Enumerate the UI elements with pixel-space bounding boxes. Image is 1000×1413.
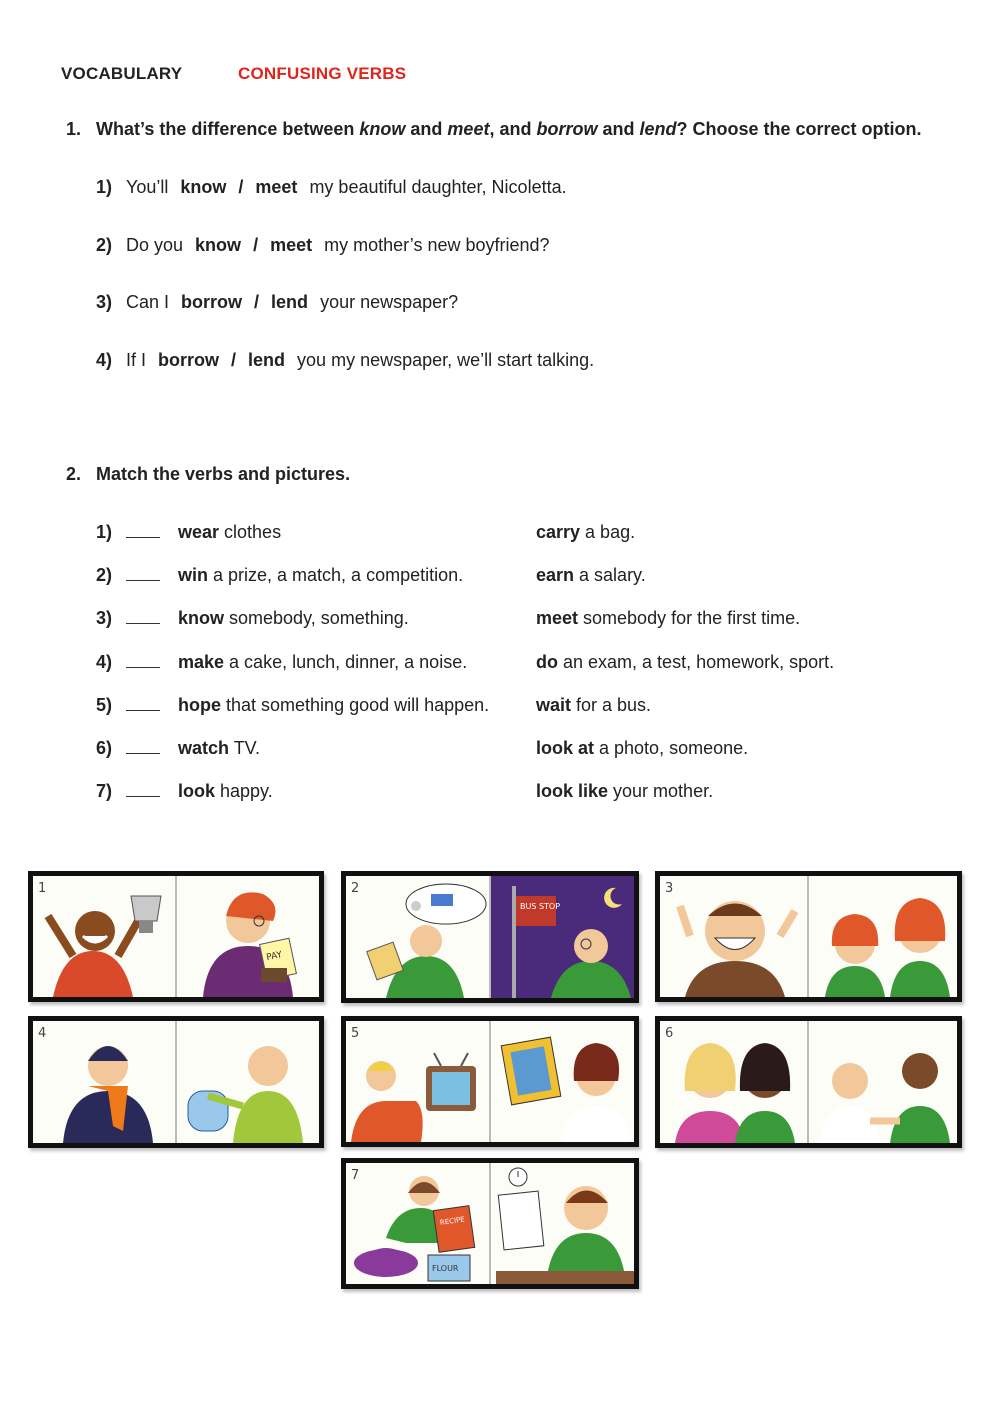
question-number: 1.	[66, 119, 82, 139]
q1-item	[96, 292, 458, 313]
bus-stop-sign: BUS STOP	[520, 902, 561, 911]
worksheet-label: VOCABULARY	[61, 64, 183, 83]
match-row	[96, 652, 467, 676]
left-verb: win	[178, 565, 208, 585]
item-prefix: You’ll	[126, 177, 169, 197]
picture-number: 7	[351, 1168, 360, 1183]
right-verb: carry	[536, 522, 581, 542]
match-row	[96, 522, 281, 546]
left-verb: hope	[178, 695, 221, 715]
picture-panel-5	[341, 1016, 639, 1147]
right-phrase: your mother.	[608, 781, 714, 801]
match-row-right	[536, 781, 713, 802]
worksheet-title: CONFUSING VERBS	[238, 64, 407, 83]
left-phrase: that something good will happen.	[221, 695, 490, 715]
picture-number: 5	[351, 1026, 360, 1041]
row-number: 6)	[96, 738, 113, 758]
pay-sign: PAY	[265, 950, 284, 964]
left-phrase: somebody, something.	[224, 608, 409, 628]
answer-blank[interactable]	[126, 527, 160, 538]
option-b[interactable]: meet	[255, 177, 298, 197]
item-suffix: my beautiful daughter, Nicoletta.	[309, 177, 567, 197]
left-verb: look	[178, 781, 216, 801]
option-separator: /	[231, 350, 237, 370]
question-number: 2.	[66, 464, 82, 484]
title-text: and	[405, 119, 448, 139]
right-verb: look at	[536, 738, 595, 758]
item-number: 4)	[96, 350, 113, 370]
picture-number: 4	[38, 1026, 47, 1041]
answer-blank[interactable]	[126, 700, 160, 711]
title-text: and	[597, 119, 640, 139]
left-phrase: TV.	[229, 738, 261, 758]
right-verb: look like	[536, 781, 609, 801]
row-number: 1)	[96, 522, 113, 542]
item-prefix: If I	[126, 350, 147, 370]
row-number: 4)	[96, 652, 113, 672]
title-text: ? Choose the correct option.	[676, 119, 922, 139]
title-text: Match the verbs and pictures.	[96, 464, 351, 484]
picture-number: 2	[351, 881, 360, 896]
option-a[interactable]: know	[180, 177, 227, 197]
title-word: lend	[639, 119, 677, 139]
item-suffix: my mother’s new boyfriend?	[324, 235, 550, 255]
right-verb: meet	[536, 608, 579, 628]
left-phrase: a prize, a match, a competition.	[208, 565, 464, 585]
question-2-title	[66, 464, 350, 485]
item-prefix: Can I	[126, 292, 170, 312]
flour-sign: FLOUR	[432, 1264, 459, 1273]
right-verb: earn	[536, 565, 575, 585]
match-row	[96, 608, 409, 632]
option-b[interactable]: lend	[271, 292, 309, 312]
right-phrase: somebody for the first time.	[578, 608, 801, 628]
option-separator: /	[253, 235, 259, 255]
question-1-title	[66, 119, 922, 140]
picture-number: 3	[665, 881, 674, 896]
match-row-right	[536, 695, 651, 716]
option-separator: /	[238, 177, 244, 197]
right-verb: wait	[536, 695, 572, 715]
answer-blank[interactable]	[126, 570, 160, 581]
option-b[interactable]: lend	[248, 350, 286, 370]
left-phrase: clothes	[219, 522, 282, 542]
picture-panel-2	[341, 871, 639, 1003]
left-verb: know	[178, 608, 225, 628]
right-phrase: an exam, a test, homework, sport.	[558, 652, 835, 672]
item-number: 1)	[96, 177, 113, 197]
title-word: meet	[447, 119, 490, 139]
q1-item	[96, 350, 594, 371]
match-row	[96, 738, 260, 762]
picture-panel-4	[28, 1016, 324, 1148]
picture-panel-1	[28, 871, 324, 1002]
item-number: 3)	[96, 292, 113, 312]
match-row	[96, 565, 463, 589]
right-phrase: a bag.	[580, 522, 636, 542]
title-word: know	[359, 119, 406, 139]
item-prefix: Do you	[126, 235, 184, 255]
match-row-right	[536, 738, 748, 759]
row-number: 7)	[96, 781, 113, 801]
picture-panel-6	[655, 1016, 962, 1148]
picture-panel-7	[341, 1158, 639, 1289]
left-verb: watch	[178, 738, 230, 758]
title-text: , and	[489, 119, 537, 139]
answer-blank[interactable]	[126, 613, 160, 624]
match-row-right	[536, 565, 646, 586]
item-suffix: you my newspaper, we’ll start talking.	[297, 350, 595, 370]
answer-blank[interactable]	[126, 657, 160, 668]
match-row	[96, 695, 489, 719]
match-row-right	[536, 608, 800, 629]
row-number: 3)	[96, 608, 113, 628]
picture-number: 6	[665, 1026, 674, 1041]
option-separator: /	[254, 292, 260, 312]
match-row-right	[536, 522, 635, 543]
left-verb: wear	[178, 522, 220, 542]
right-phrase: a photo, someone.	[594, 738, 749, 758]
match-row-right	[536, 652, 834, 673]
item-suffix: your newspaper?	[320, 292, 459, 312]
right-verb: do	[536, 652, 558, 672]
q1-item	[96, 235, 550, 256]
right-phrase: a salary.	[574, 565, 646, 585]
answer-blank[interactable]	[126, 786, 160, 797]
left-phrase: a cake, lunch, dinner, a noise.	[224, 652, 468, 672]
row-number: 2)	[96, 565, 113, 585]
q1-item	[96, 177, 567, 198]
option-a[interactable]: borrow	[158, 350, 220, 370]
title-text: What’s the difference between	[96, 119, 360, 139]
item-number: 2)	[96, 235, 113, 255]
left-verb: make	[178, 652, 225, 672]
picture-panel-3	[655, 871, 962, 1002]
recipe-sign: RECIPE	[439, 1215, 466, 1227]
match-row	[96, 781, 273, 805]
right-phrase: for a bus.	[571, 695, 652, 715]
row-number: 5)	[96, 695, 113, 715]
option-a[interactable]: know	[195, 235, 242, 255]
option-b[interactable]: meet	[270, 235, 313, 255]
title-word: borrow	[536, 119, 598, 139]
left-phrase: happy.	[215, 781, 273, 801]
answer-blank[interactable]	[126, 743, 160, 754]
option-a[interactable]: borrow	[181, 292, 243, 312]
picture-number: 1	[38, 881, 47, 896]
